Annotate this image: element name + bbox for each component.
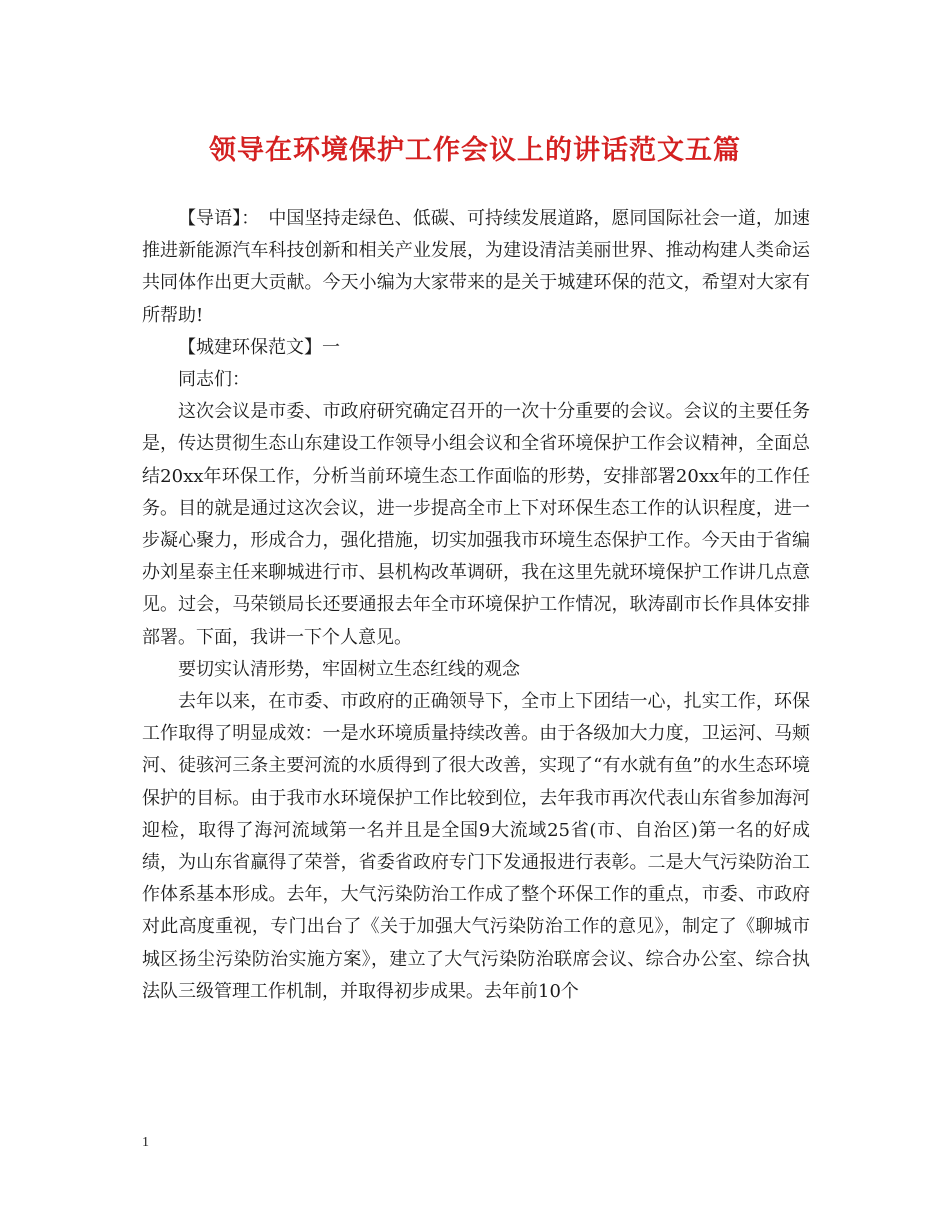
intro-paragraph: 【导语】： 中国坚持走绿色、低碳、可持续发展道路，愿同国际社会一道，加速推进新能源汽车科技创新和相关产业发展，为建设清洁美丽世界、推动构建人类命运共同体作出更大贡献。今天小编为大家带来的是关于城建环保的范文，希望对大家有所帮助! [142,208,810,326]
section-heading: 【城建环保范文】一 [178,336,340,358]
document-title: 领导在环境保护工作会议上的讲话范文五篇 [209,135,741,166]
body-paragraph: 去年以来，在市委、市政府的正确领导下，全市上下团结一心，扎实工作，环保工作取得了明显成效：一是水环境质量持续改善。由于各级加大力度，卫运河、马颊河、徒骇河三条主要河流的水质得到了很大改善，实现了“有水就有鱼”的水生态环境保护的目标。由于我市水环境保护工作比较到位，去年我市再次代表山东省参加海河迎检，取得了海河流域第一名并且是全国9大流域25省(市、自治区)第一名的好成绩，为山东省赢得了荣誉，省委省政府专门下发通报进行表彰。二是大气污染防治工作体系基本形成。去年，大气污染防治工作成了整个环保工作的重点，市委、市政府对此高度重视，专门出台了《关于加强大气污染防治工作的意见》，制定了《聊城市城区扬尘污染防治实施方案》，建立了大气污染防治联席会议、综合办公室、综合执法队三级管理工作机制，并取得初步成果。去年前10个 [142,691,810,1002]
subheading: 要切实认清形势，牢固树立生态红线的观念 [178,658,520,680]
page-number: 1 [142,1135,149,1150]
body-paragraph: 这次会议是市委、市政府研究确定召开的一次十分重要的会议。会议的主要任务是，传达贯彻生态山东建设工作领导小组会议和全省环境保护工作会议精神，全面总结20xx年环保工作，分析当前环境生态工作面临的形势，安排部署20xx年的工作任务。目的就是通过这次会议，进一步提高全市上下对环保生态工作的认识程度，进一步凝心聚力，形成合力，强化措施，切实加强我市环境生态保护工作。今天由于省编办刘星泰主任来聊城进行市、县机构改革调研，我在这里先就环境保护工作讲几点意见。过会，马荣锁局长还要通报去年全市环境保护工作情况，耿涛副市长作具体安排部署。下面，我讲一下个人意见。 [142,401,810,648]
document-body [142,203,810,1008]
salutation: 同志们： [178,369,250,391]
